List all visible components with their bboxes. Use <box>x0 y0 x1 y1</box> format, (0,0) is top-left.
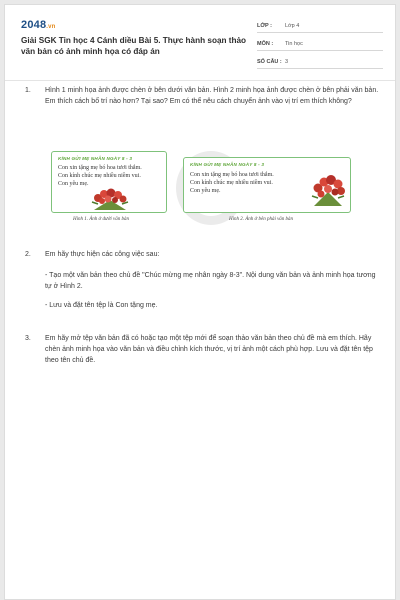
flower-bouquet-image <box>308 172 348 208</box>
card-line: Con yêu mẹ. <box>58 181 89 187</box>
question-1 <box>21 85 381 107</box>
question-subitem: - Tạo một văn bản theo chủ đề "Chúc mừng mẹ nhân ngày 8-3". Nội dung văn bản và ảnh minh họa tương tự ở Hình 2. <box>45 272 376 290</box>
meta-key: LỚP : <box>257 22 272 29</box>
illustration-figure <box>51 151 361 229</box>
card-image-below <box>51 151 167 213</box>
flower-bouquet-image <box>84 188 136 212</box>
figure-caption-1: Hình 1. Ảnh ở dưới văn bản <box>73 217 129 222</box>
meta-row-subject <box>257 37 383 51</box>
card-line: Con xin tặng mẹ bó hoa tươi thắm. <box>58 165 142 171</box>
document-header <box>5 5 395 73</box>
question-number: 1. <box>25 87 31 94</box>
card-line: Con yêu mẹ. <box>190 188 221 194</box>
question-text: Hình 1 minh họa ảnh được chèn ở bên dưới văn bản. Hình 2 minh họa ảnh được chèn ở bên phải văn bản. Em thích cách bố trí nào hơn? Tại sao? Em có thể nêu cách chuyển ảnh vào vị trí em thích không? <box>45 87 379 105</box>
meta-row-count <box>257 55 383 69</box>
card-title: KÍNH GỬI MẸ NHÂN NGÀY 8 - 3 <box>190 162 265 167</box>
meta-value: Lớp 4 <box>285 22 300 29</box>
question-text: Em hãy mở tệp văn bản đã có hoặc tạo một tệp mới để soạn thảo văn bản theo chủ đề mà em thích. Hãy chèn ảnh minh họa vào văn bản và điều chỉnh kích thước, vị trí ảnh một cách phù hợp. Lưu và đặt tên tệp theo tên chủ đề. <box>45 335 373 364</box>
document-page <box>4 4 396 600</box>
meta-info <box>257 19 383 73</box>
logo-main: 2048 <box>21 19 47 31</box>
question-number: 3. <box>25 335 31 342</box>
card-line: Con xin tặng mẹ bó hoa tươi thắm. <box>190 172 274 178</box>
question-3 <box>21 333 381 366</box>
meta-value: 3 <box>285 58 289 65</box>
card-body <box>190 171 274 195</box>
logo-suffix: .vn <box>46 24 56 30</box>
meta-row-grade <box>257 19 383 33</box>
question-text: Em hãy thực hiện các công việc sau: <box>45 251 160 258</box>
meta-key: SỐ CÂU : <box>257 58 282 65</box>
figure-caption-2: Hình 2. Ảnh ở bên phải văn bản <box>229 217 294 222</box>
header-divider <box>5 80 395 81</box>
meta-key: MÔN : <box>257 40 274 47</box>
card-line: Con kính chúc mẹ nhiều niềm vui. <box>190 180 273 186</box>
card-line: Con kính chúc mẹ nhiều niềm vui. <box>58 173 141 179</box>
page-title: Giải SGK Tin học 4 Cánh diều Bài 5. Thực hành soạn thảo văn bản có ảnh minh họa có đáp án <box>21 36 247 56</box>
meta-value: Tin học <box>285 40 303 47</box>
question-number: 2. <box>25 251 31 258</box>
question-2 <box>21 249 381 311</box>
question-subitem: - Lưu và đặt tên tệp là Con tặng mẹ. <box>45 302 158 309</box>
site-logo[interactable] <box>21 19 56 31</box>
card-image-right <box>183 157 351 213</box>
card-body <box>58 164 142 188</box>
card-title: KÍNH GỬI MẸ NHÂN NGÀY 8 - 3 <box>58 156 133 161</box>
